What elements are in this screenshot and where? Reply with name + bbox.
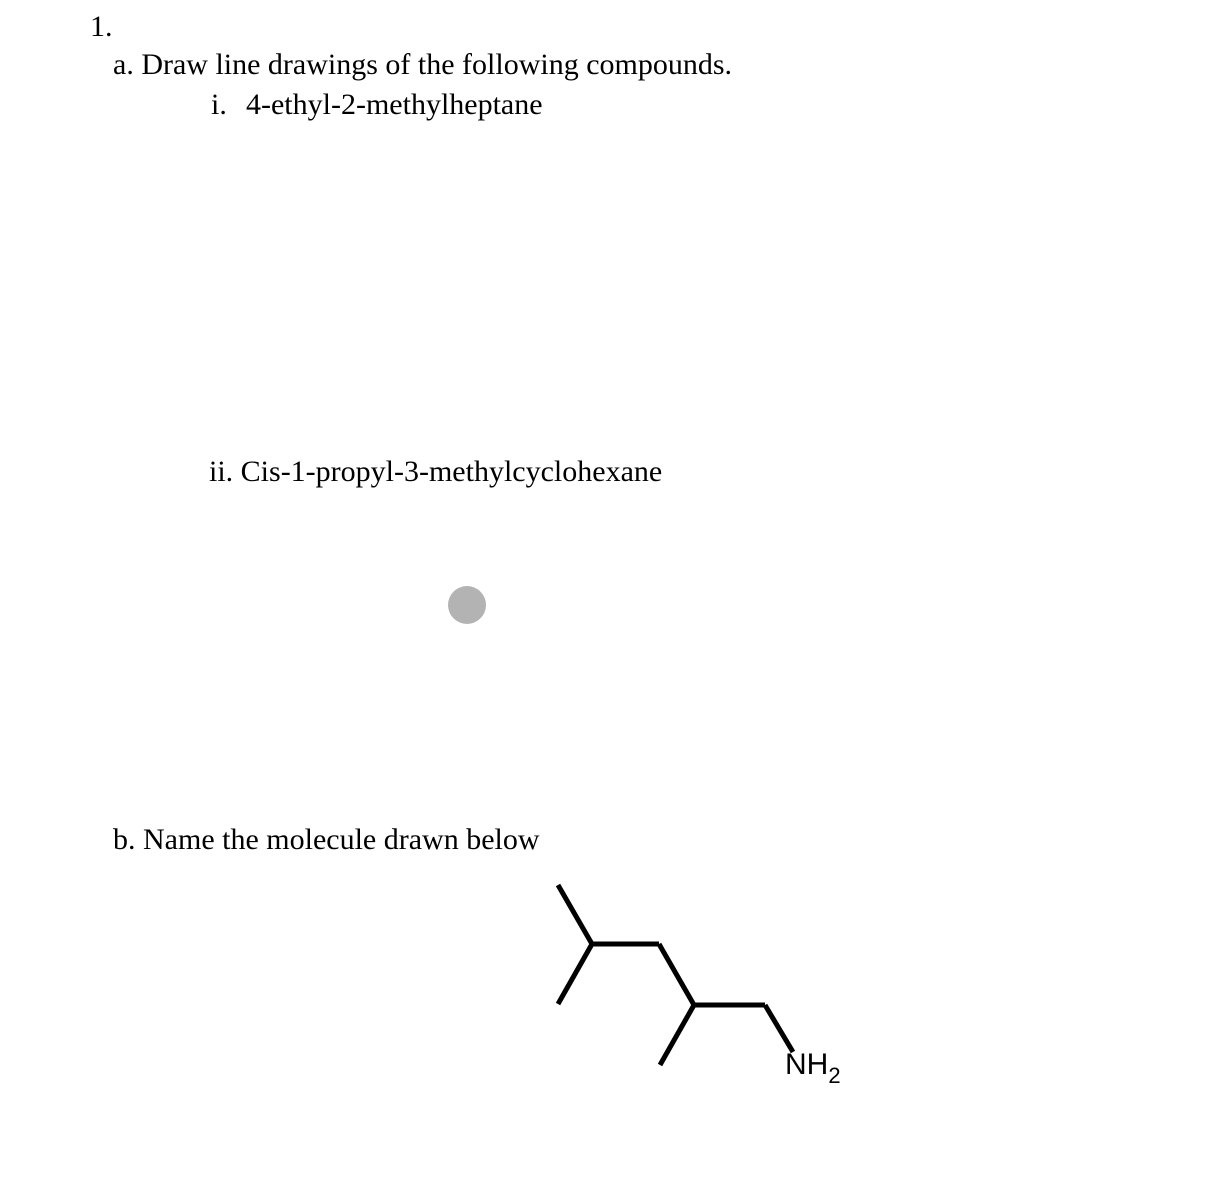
question-number: 1.	[90, 10, 113, 43]
bond-c3-c4	[659, 944, 694, 1005]
cursor-dot-icon	[448, 586, 486, 624]
bond-c4-methyl	[660, 1005, 694, 1065]
amine-group-label	[785, 1048, 841, 1088]
item-i-compound: 4-ethyl-2-methylheptane	[246, 88, 543, 121]
item-i-marker: i.	[211, 88, 227, 121]
bond-methyl-upper	[558, 885, 592, 944]
bond-c5-nitrogen	[765, 1005, 793, 1052]
amine-label-subscript: 2	[828, 1063, 841, 1088]
bond-methyl-lower	[558, 944, 592, 1004]
part-b-prompt: b. Name the molecule drawn below	[113, 823, 540, 856]
part-a-prompt: a. Draw line drawings of the following compounds.	[113, 48, 733, 81]
amine-label-main: NH	[785, 1048, 829, 1081]
item-ii-compound: ii. Cis-1-propyl-3-methylcyclohexane	[209, 455, 663, 488]
